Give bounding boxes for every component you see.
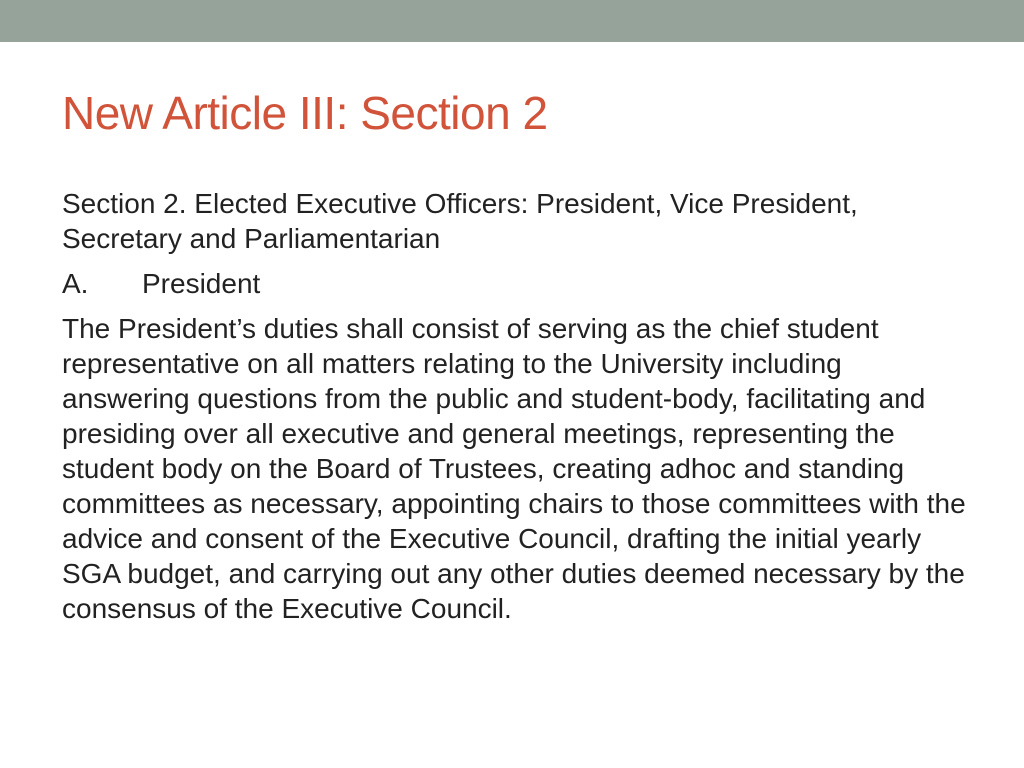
section-heading: Section 2. Elected Executive Officers: President, Vice President, Secretary and Parliamentarian: [62, 188, 858, 254]
list-item-label: President: [142, 268, 261, 299]
list-item-letter: A.: [62, 268, 89, 299]
top-accent-band: [0, 0, 1024, 42]
president-duties-paragraph: The President’s duties shall consist of serving as the chief student representative on all matters relating to the University including answering questions from the public and student-body, facilitating and presiding over all executive and general meetings, representing the student body on the Board of Trustees, creating adhoc and standing committees as necessary, appointing chairs to those committees with the advice and consent of the Executive Council, drafting the initial yearly SGA budget, and carrying out any other duties deemed necessary by the consensus of the Executive Council.: [62, 313, 966, 624]
slide-body: [62, 186, 972, 636]
slide-title: New Article III: Section 2: [62, 87, 548, 139]
list-item-president: [62, 266, 972, 301]
